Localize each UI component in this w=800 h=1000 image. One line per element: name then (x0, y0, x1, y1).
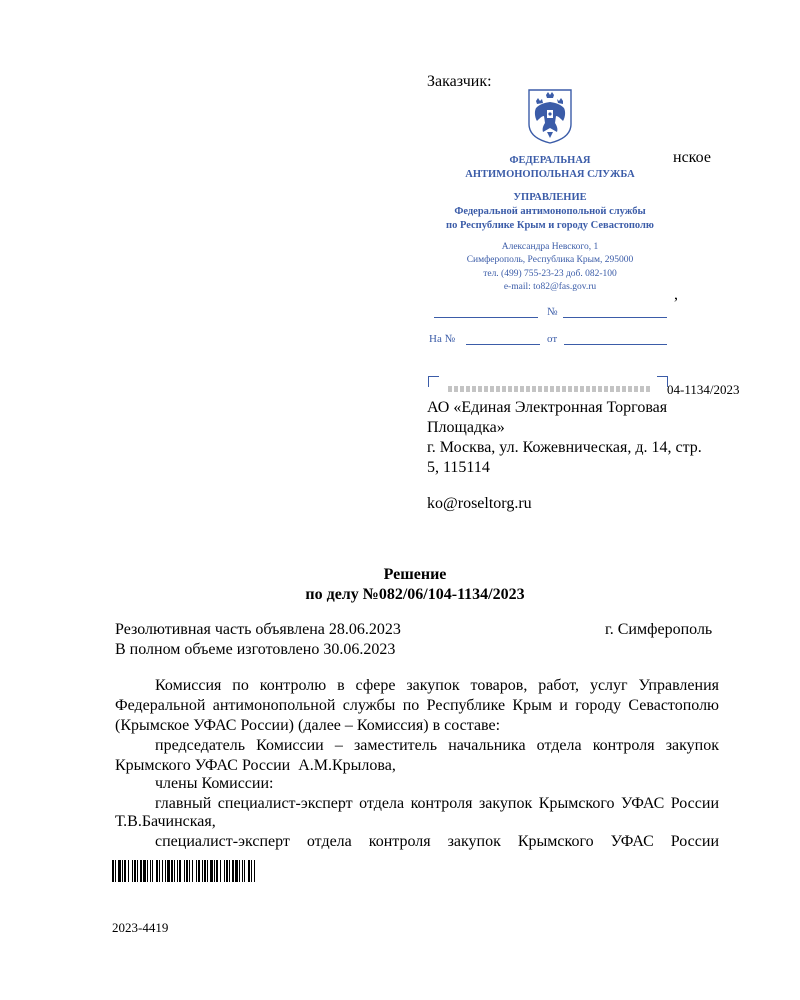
outgoing-date-line (434, 317, 538, 318)
barcode-bar (254, 860, 255, 882)
barcode-bar (134, 860, 136, 882)
barcode-bar (184, 860, 185, 882)
recipient-email: ko@roseltorg.ru (427, 495, 532, 512)
decision-subtitle: по делу №082/06/104-1134/2023 (305, 586, 525, 603)
paragraph-4-line2: Т.В.Бачинская, (115, 813, 216, 830)
barcode-bar (204, 860, 206, 882)
barcode-bar (115, 860, 116, 882)
barcode-bar (196, 860, 197, 882)
paragraph-4-line1: главный специалист-эксперт отдела контроля закупок Крымского УФАС России (155, 795, 719, 812)
dept-line3: по Республике Крым и городу Севастополю (446, 220, 654, 231)
barcode-bar (210, 860, 213, 882)
email-line: e-mail: to82@fas.gov.ru (503, 282, 597, 292)
in-reply-no-label: На № (429, 333, 456, 345)
in-reply-date-line (564, 344, 667, 345)
paragraph-1-line2: Федеральной антимонопольной службы по Республике Крым и городу Севастополю (115, 697, 719, 714)
barcode-bar (224, 860, 225, 882)
no-label: № (547, 306, 558, 318)
barcode-bar (232, 860, 234, 882)
barcode-bar (124, 860, 126, 882)
ot-label: от (547, 333, 558, 345)
agency-name-line1: ФЕДЕРАЛЬНАЯ (509, 155, 591, 166)
barcode-bar (202, 860, 203, 882)
in-reply-number-line (466, 344, 540, 345)
barcode-bar (207, 860, 208, 882)
paragraph-3: члены Комиссии: (155, 775, 274, 792)
barcode-bar (156, 860, 158, 882)
barcode-bar (137, 860, 138, 882)
announced-date: Резолютивная часть объявлена 28.06.2023 (115, 621, 401, 638)
recipient-address-line1: г. Москва, ул. Кожевническая, д. 14, стр. (427, 439, 702, 456)
decision-title: Решение (383, 566, 447, 583)
barcode-bar (189, 860, 190, 882)
barcode-bar (242, 860, 243, 882)
barcode-bar (122, 860, 123, 882)
dept-line2: Федеральной антимонопольной службы (454, 206, 646, 217)
barcode-bar (216, 860, 218, 882)
agency-name-line2: АНТИМОНОПОЛЬНАЯ СЛУЖБА (465, 169, 635, 180)
barcode-bar (248, 860, 250, 882)
barcode-bar (165, 860, 166, 882)
doc-number: 2023-4419 (112, 920, 169, 935)
barcode-bar (128, 860, 129, 882)
barcode-bar (226, 860, 228, 882)
barcode-bar (179, 860, 181, 882)
paragraph-1-line1-text: Комиссия по контролю в сфере закупок товаров, работ, услуг Управления (155, 677, 719, 694)
customer-label: Заказчик: (427, 73, 492, 90)
barcode (112, 860, 255, 882)
barcode-bar (239, 860, 240, 882)
barcode-bar (147, 860, 148, 882)
bracket-left-mark (428, 376, 439, 387)
phone-line: тел. (499) 755-23-23 доб. 082-100 (483, 269, 617, 279)
customer-comma: , (674, 286, 678, 303)
paragraph-2-line1: председатель Комиссии – заместитель начальника отдела контроля закупок (155, 737, 719, 754)
coat-of-arms-icon (525, 88, 575, 144)
barcode-bar (118, 860, 121, 882)
barcode-bar (112, 860, 114, 882)
case-fragment: 04-1134/2023 (667, 382, 740, 397)
barcode-bar (159, 860, 160, 882)
barcode-bar (198, 860, 200, 882)
barcode-bar (192, 860, 193, 882)
recipient-address-line2: 5, 115114 (427, 459, 490, 476)
recipient-name-line2: Площадка» (427, 419, 505, 436)
address-line2: Симферополь, Республика Крым, 295000 (466, 255, 634, 265)
paragraph-1-line1 (115, 676, 719, 696)
barcode-bar (140, 860, 142, 882)
made-date: В полном объеме изготовлено 30.06.2023 (115, 641, 396, 658)
outgoing-number-line (563, 317, 667, 318)
barcode-bar (177, 860, 178, 882)
recipient-name-line1: АО «Единая Электронная Торговая (427, 399, 668, 416)
barcode-bar (162, 860, 163, 882)
barcode-bar (143, 860, 146, 882)
barcode-bar (244, 860, 245, 882)
city: г. Симферополь (605, 621, 713, 638)
barcode-bar (150, 860, 151, 882)
barcode-bar (214, 860, 215, 882)
obscured-subject-text (448, 386, 650, 392)
address-line1: Александра Невского, 1 (501, 242, 599, 252)
barcode-bar (229, 860, 230, 882)
barcode-bar (171, 860, 173, 882)
barcode-bar (152, 860, 153, 882)
barcode-bar (186, 860, 188, 882)
paragraph-5-line1: специалист-эксперт отдела контроля закупок Крымского УФАС России (155, 833, 719, 850)
barcode-bar (235, 860, 238, 882)
dept-line1: УПРАВЛЕНИЕ (513, 192, 587, 203)
customer-partial-name: нское (673, 149, 711, 166)
barcode-bar (174, 860, 175, 882)
barcode-bar (167, 860, 170, 882)
paragraph-1-line3: (Крымское УФАС России) (далее – Комиссия) в составе: (115, 717, 501, 734)
barcode-bar (251, 860, 252, 882)
paragraph-2-line2: Крымского УФАС России А.М.Крылова, (115, 757, 396, 774)
barcode-bar (220, 860, 221, 882)
barcode-bar (132, 860, 133, 882)
